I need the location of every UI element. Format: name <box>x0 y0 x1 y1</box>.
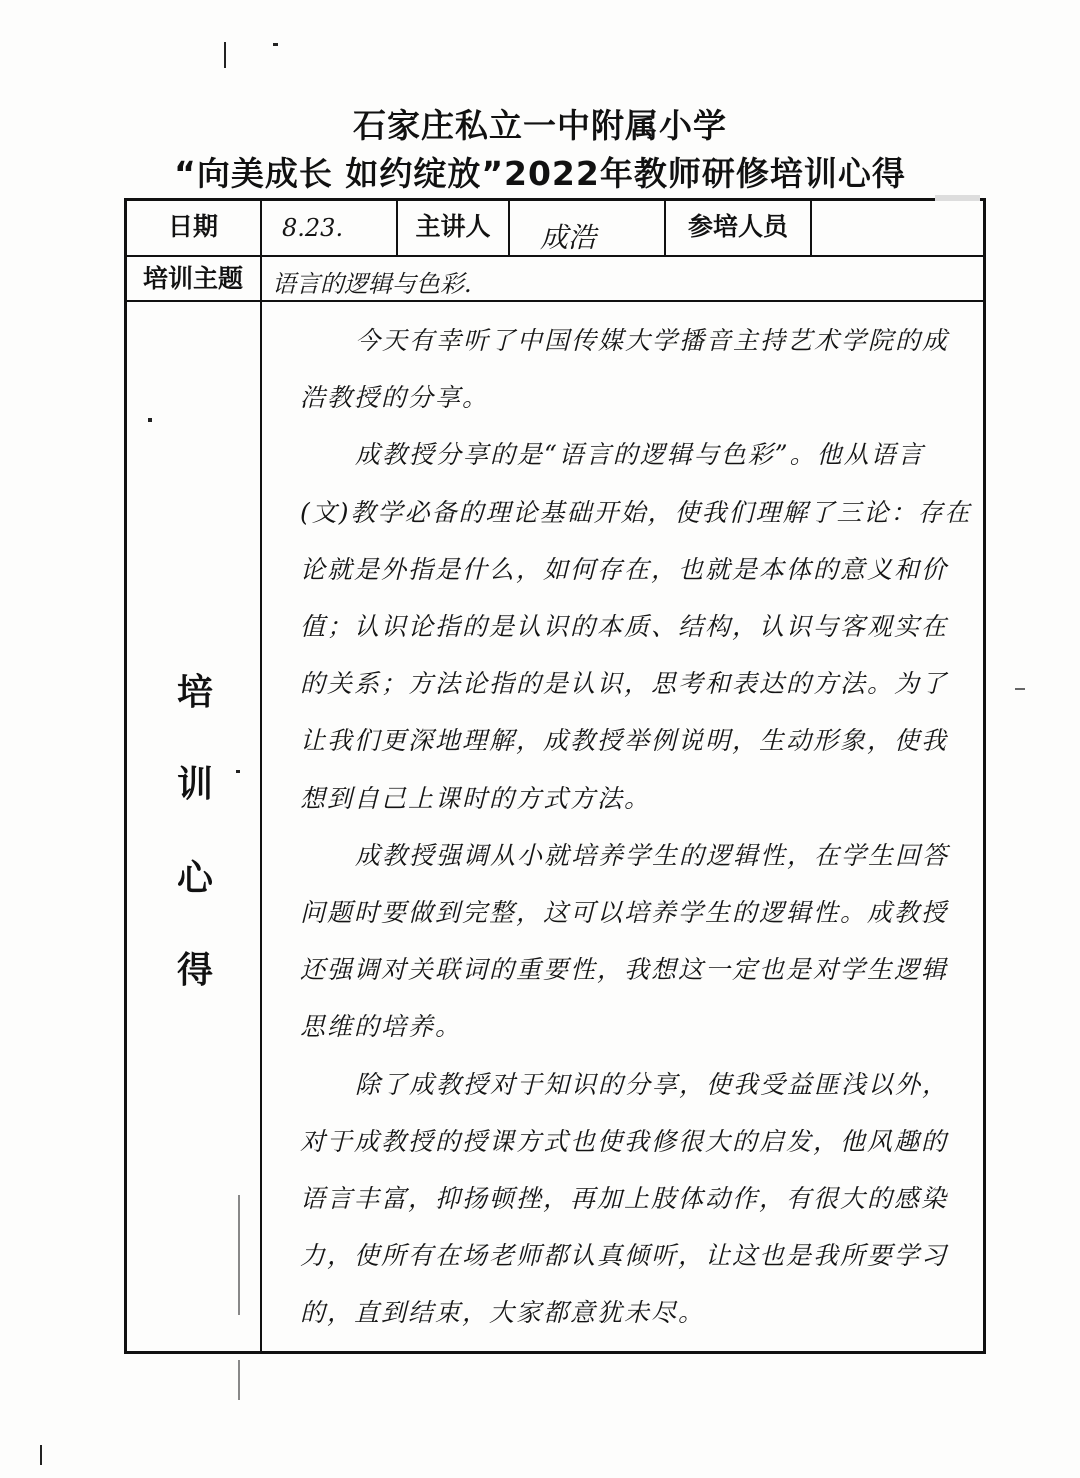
school-name: 石家庄私立一中附属小学 <box>353 106 727 145</box>
reflection-label-char: 培 <box>176 672 213 713</box>
date-label: 日期 <box>167 212 218 241</box>
speaker-value: 成浩 <box>540 221 597 254</box>
scan-mark <box>1015 688 1025 690</box>
scan-mark <box>273 43 278 46</box>
date-value: 8.23. <box>282 214 344 242</box>
topic-label: 培训主题 <box>142 264 243 293</box>
reflection-paragraph: 除了成教授对于知识的分享，使我受益匪浅以外，对于成教授的授课方式也使我修很大的启发，他风趣的语言丰富，抑扬顿挫，再加上肢体动作，有很大的感染力，使所有在场老师都认真倾听，让这也是我所要学习的，直到结束，大家都意犹未尽。 <box>300 1069 950 1328</box>
reflection-paragraph: 成教授分享的是“语言的逻辑与色彩”。他从语言(文)教学必备的理论基础开始，使我们理解了三论：存在论就是外指是什么，如何存在，也就是本体的意义和价值；认识论指的是认识的本质、结构，认识与客观实在的关系；方法论指的是认识，思考和表达的方法。为了让我们更深地理解，成教授举例说明，生动形象，使我想到自己上课时的方式方法。 <box>300 440 972 813</box>
column-divider <box>508 198 510 255</box>
reflection-body <box>300 312 972 1342</box>
scan-mark <box>148 418 152 422</box>
document-title: “向美成长 如约绽放”2022年教师研修培训心得 <box>174 154 906 193</box>
reflection-paragraph: 成教授强调从小就培养学生的逻辑性，在学生回答问题时要做到完整，这可以培养学生的逻辑性。成教授还强调对关联词的重要性，我想这一定也是对学生逻辑思维的培养。 <box>300 840 950 1042</box>
participants-label: 参培人员 <box>687 212 788 241</box>
reflection-paragraph: 今天有幸听了中国传媒大学播音主持艺术学院的成浩教授的分享。 <box>300 326 950 413</box>
reflection-label-char: 心 <box>176 858 213 899</box>
speaker-label: 主讲人 <box>415 212 491 241</box>
scan-mark <box>238 1195 240 1315</box>
topic-value: 语言的逻辑与色彩. <box>272 270 472 298</box>
reflection-label-char: 训 <box>176 764 213 805</box>
scan-mark <box>238 1360 240 1400</box>
scan-mark <box>40 1445 42 1465</box>
scan-mark <box>935 195 980 201</box>
reflection-label-char: 得 <box>176 950 213 991</box>
column-divider <box>810 198 812 255</box>
column-divider <box>260 198 262 1354</box>
scan-mark <box>224 42 226 68</box>
scan-mark <box>236 770 240 773</box>
